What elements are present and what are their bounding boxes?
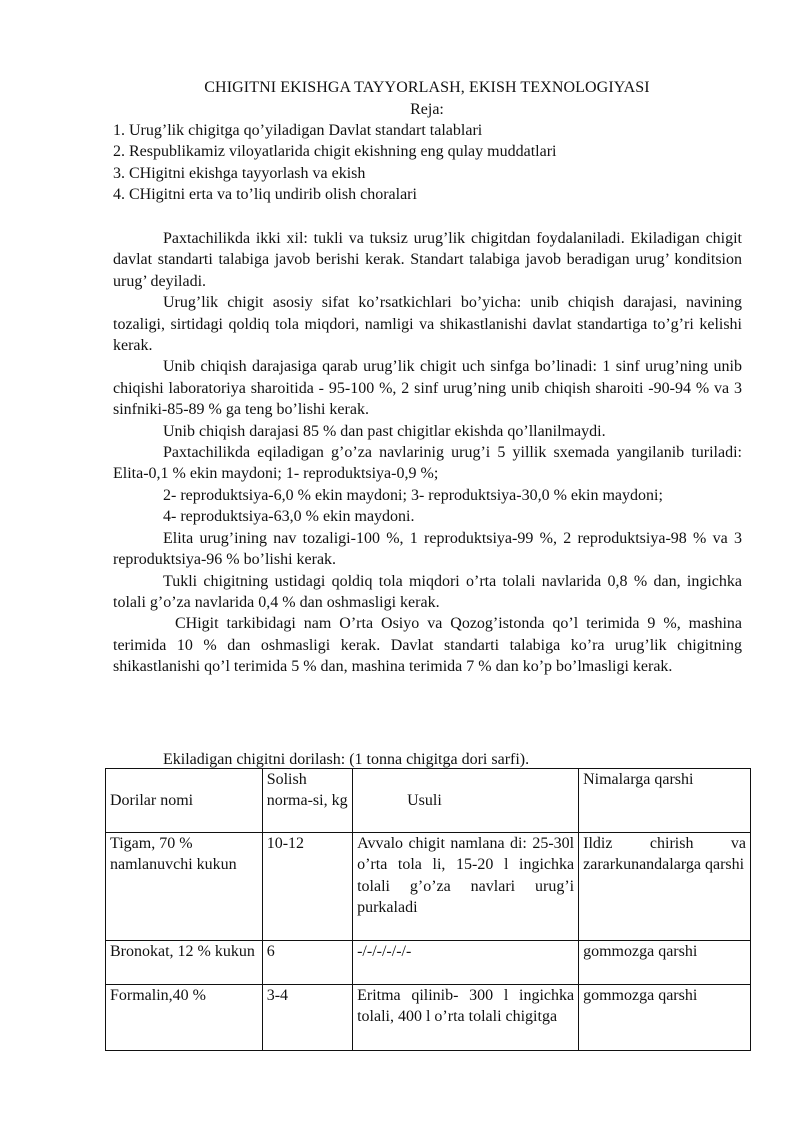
document-body [113, 228, 742, 678]
treatment-table [105, 768, 751, 1051]
table-row [106, 941, 751, 985]
plan-list [113, 120, 753, 206]
paragraph: Paxtachilikda eqiladigan g’o’za navlarinig urug’i 5 yillik sxemada yangilanib turiladi: Elita-0,1 % ekin maydoni; 1- reproduktsiya-0,9 %; [113, 444, 742, 483]
table-cell: Tigam, 70 % namlanuvchi kukun [106, 833, 263, 941]
plan-item: 1. Urug’lik chigitga qo’yiladigan Davlat standart talablari [113, 122, 483, 139]
paragraph: 2- reproduktsiya-6,0 % ekin maydoni; 3- reproduktsiya-30,0 % ekin maydoni; [163, 486, 663, 504]
header-cell: Solish norma-si, kg [262, 769, 352, 833]
table-cell: Eritma qilinib- 300 l ingichka tolali, 400 l o’rta tolali chigitga [353, 985, 579, 1051]
table-cell: 10-12 [262, 833, 352, 941]
plan-heading: Reja: [410, 101, 444, 118]
header-cell: Dorilar nomi [106, 769, 263, 833]
paragraph: 4- reproduktsiya-63,0 % ekin maydoni. [163, 508, 415, 526]
paragraph: Elita urug’ining nav tozaligi-100 %, 1 reproduktsiya-99 %, 2 reproduktsiya-98 % va 3 reproduktsiya-96 % bo’lishi kerak. [113, 529, 742, 569]
table-cell: Avvalo chigit namlana di: 25-30l o’rta tola li, 15-20 l ingichka tolali g’o’za navlari urug’i purkaladi [353, 833, 579, 941]
paragraph: Unib chiqish darajasiga qarab urug’lik chigit uch sinfga bo’linadi: 1 sinf urug’ning unib chiqishi laboratoriya sharoitida - 95-100 %, 2 sinf urug’ning unib chiqish sharoiti -90-94 % va 3 sinfniki-85-89 % ga teng bo’lishi kerak. [113, 358, 742, 419]
table-row [106, 833, 751, 941]
table-cell: gommozga qarshi [579, 941, 751, 985]
header-cell: Nimalarga qarshi [579, 769, 751, 833]
table-cell: Bronokat, 12 % kukun [106, 941, 263, 985]
table-caption: Ekiladigan chigitni dorilash: (1 tonna chigitga dori sarfi). [163, 751, 530, 768]
paragraph: CHigit tarkibidagi nam O’rta Osiyo va Qozog’istonda qo’l terimida 9 %, mashina terimida 10 % dan oshmasligi kerak. Davlat standarti talabiga ko’ra urug’lik chigitning shikastlanishi qo’l terimida 5 % dan, mashina terimida 7 % dan ko’p bo’lmasligi kerak. [113, 615, 742, 676]
paragraph: Urug’lik chigit asosiy sifat ko’rsatkichlari bo’yicha: unib chiqish darajasi, navining tozaligi, sirtidagi qoldiq tola miqdori, namligi va shikastlanishi davlat standartiga to’g’ri kelishi kerak. [113, 294, 742, 355]
table-row [106, 985, 751, 1051]
table-cell: 3-4 [262, 985, 352, 1051]
document-title: CHIGITNI EKISHGA TAYYORLASH, EKISH TEXNOLOGIYASI [204, 79, 650, 96]
plan-item: 4. CHigitni erta va to’liq undirib olish choralari [113, 186, 417, 204]
plan-item: 3. CHigitni ekishga tayyorlash va ekish [113, 164, 366, 182]
table-cell: Formalin,40 % [106, 985, 263, 1051]
header-cell: Usuli [353, 769, 579, 833]
table-cell: gommozga qarshi [579, 985, 751, 1051]
table-cell: 6 [262, 941, 352, 985]
table-cell: -/-/-/-/-/- [353, 941, 579, 985]
paragraph: Tukli chigitning ustidagi qoldiq tola miqdori o’rta tolali navlarida 0,8 % dan, ingichka tolali g’o’za navlarida 0,4 % dan oshmasligi kerak. [113, 572, 742, 611]
table-cell: Ildiz chirish va zararkunandalarga qarshi [579, 833, 751, 941]
table-header-row [106, 769, 751, 833]
paragraph: Paxtachilikda ikki xil: tukli va tuksiz urug’lik chigitdan foydalaniladi. Ekiladigan chigit davlat standarti talabiga javob berishi kerak. Standart talabiga javob beradigan urug’ konditsion urug’ deyiladi. [113, 230, 742, 290]
plan-item: 2. Respublikamiz viloyatlarida chigit ekishning eng qulay muddatlari [113, 143, 557, 161]
paragraph: Unib chiqish darajasi 85 % dan past chigitlar ekishda qo’llanilmaydi. [163, 422, 606, 440]
